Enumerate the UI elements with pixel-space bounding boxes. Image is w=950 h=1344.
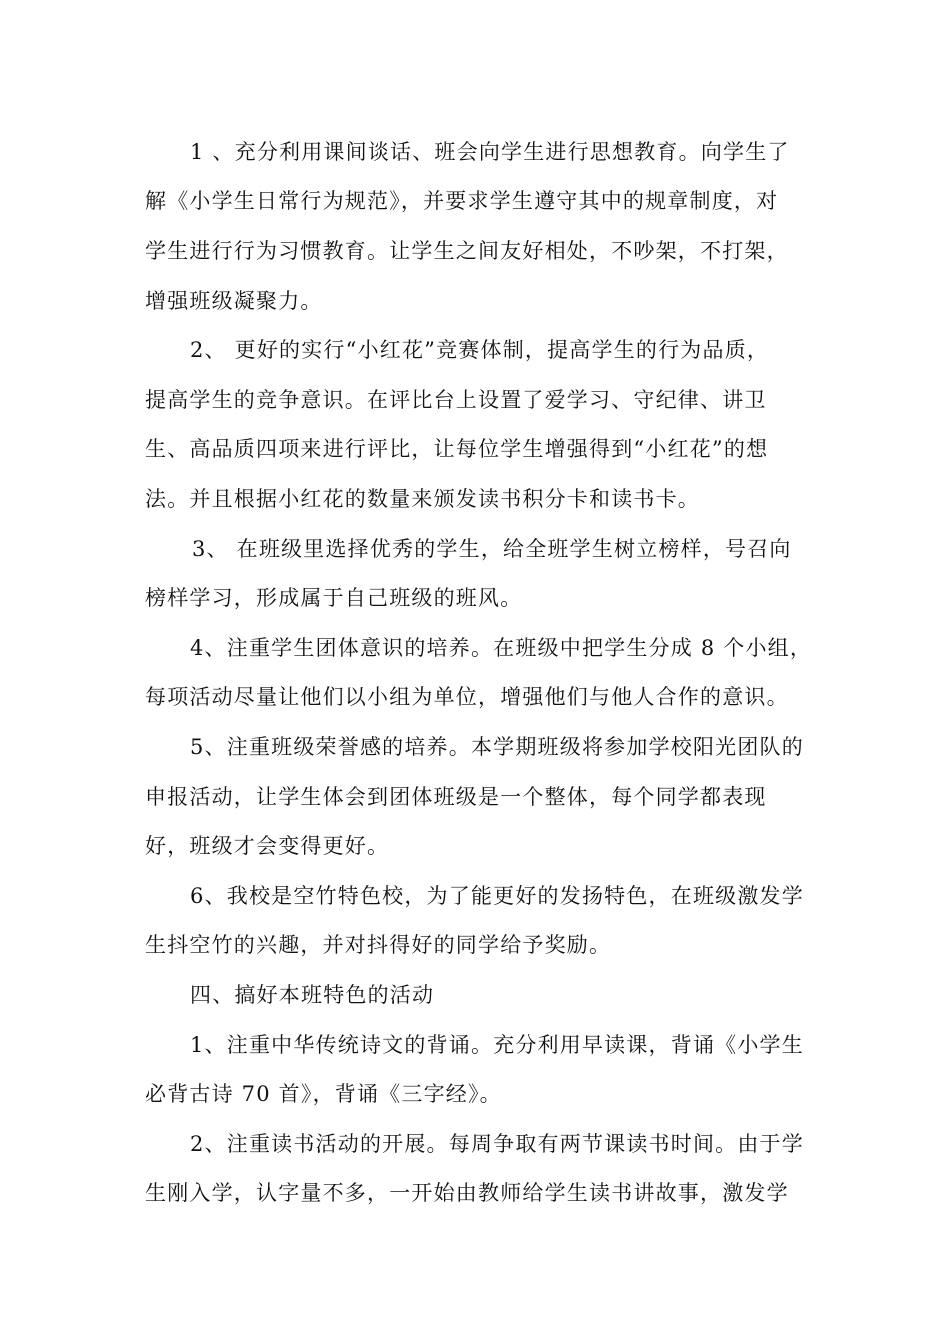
text-line: 1、注重中华传统诗文的背诵。充分利用早读课，背诵《小学生 — [190, 1033, 804, 1057]
text-line: 每项活动尽量让他们以小组为单位，增强他们与他人合作的意识。 — [145, 685, 789, 709]
text-line: 必背古诗 70 首》，背诵《三字经》。 — [145, 1082, 502, 1106]
text-line: 6、我校是空竹特色校，为了能更好的发扬特色，在班级激发学 — [190, 884, 804, 908]
text-line: 生刚入学，认字量不多，一开始由教师给学生读书讲故事，激发学 — [145, 1181, 789, 1205]
text-line: 1 、充分利用课间谈话、班会向学生进行思想教育。向学生了 — [190, 140, 790, 164]
text-line: 生抖空竹的兴趣，并对抖得好的同学给予奖励。 — [145, 933, 612, 957]
text-line: 3、 在班级里选择优秀的学生，给全班学生树立榜样，号召向 — [192, 537, 792, 561]
text-line: 2、注重读书活动的开展。每周争取有两节课读书时间。由于学 — [190, 1132, 804, 1156]
text-line: 好，班级才会变得更好。 — [145, 834, 390, 858]
text-line: 学生进行行为习惯教育。让学生之间友好相处，不吵架，不打架， — [145, 239, 789, 263]
text-line: 榜样学习，形成属于自己班级的班风。 — [145, 586, 523, 610]
text-line: 解《小学生日常行为规范》，并要求学生遵守其中的规章制度，对 — [145, 189, 779, 213]
text-line: 生、高品质四项来进行评比，让每位学生增强得到“小红花”的想 — [145, 437, 769, 461]
text-line: 提高学生的竞争意识。在评比台上设置了爱学习、守纪律、讲卫 — [145, 388, 767, 412]
text-line: 4、注重学生团体意识的培养。在班级中把学生分成 8 个小组， — [190, 636, 813, 660]
text-line: 2、 更好的实行“小红花”竞赛体制，提高学生的行为品质， — [190, 338, 770, 362]
text-line: 5、注重班级荣誉感的培养。本学期班级将参加学校阳光团队的 — [190, 735, 804, 759]
text-line: 申报活动，让学生体会到团体班级是一个整体，每个同学都表现 — [145, 785, 767, 809]
text-line: 法。并且根据小红花的数量来颁发读书积分卡和读书卡。 — [145, 487, 700, 511]
section-heading: 四、搞好本班特色的活动 — [190, 983, 435, 1007]
text-line: 增强班级凝聚力。 — [145, 289, 323, 313]
